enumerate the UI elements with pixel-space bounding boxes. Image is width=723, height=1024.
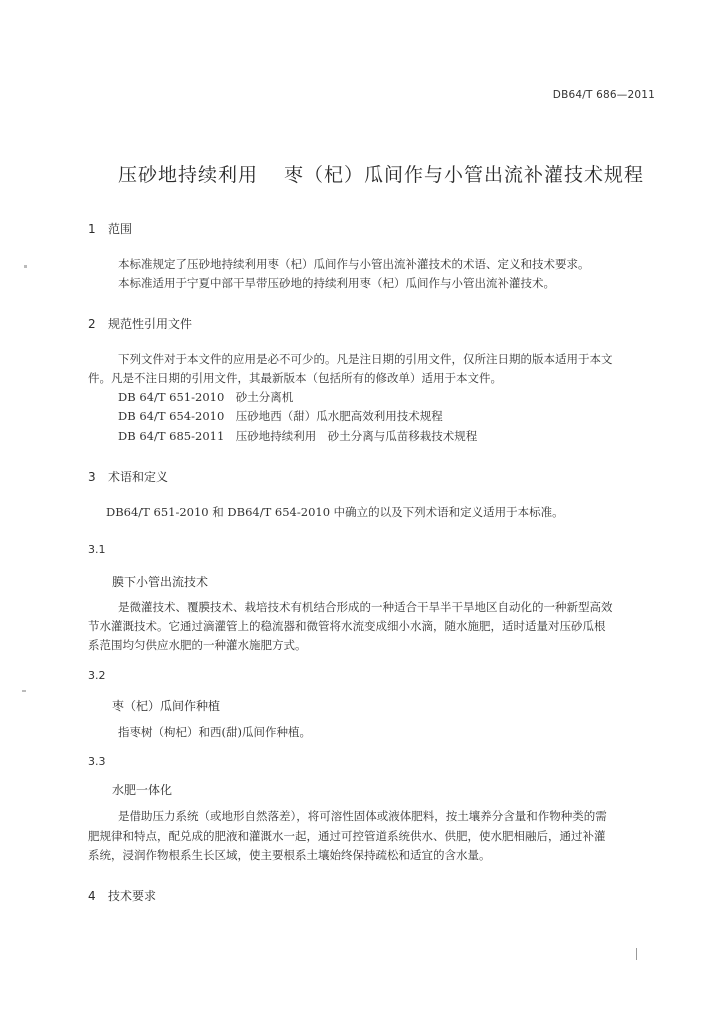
term-title: 膜下小管出流技术	[112, 575, 209, 589]
reference-item: DB 64/T 651-2010 砂土分离机	[118, 390, 294, 404]
scan-speck	[24, 265, 27, 268]
title-part-2: 枣（杞）瓜间作与小管出流补灌技术规程	[284, 164, 645, 186]
term-definition-line: 是借助压力系统（或地形自然落差），将可溶性固体或液体肥料，按土壤养分含量和作物种类的需	[118, 809, 607, 823]
term-definition-line: 是微灌技术、覆膜技术、栽培技术有机结合形成的一种适合干旱半干旱地区自动化的一种新型高效	[118, 600, 613, 614]
title-part-1: 压砂地持续利用	[118, 164, 259, 186]
term-number: 3.2	[88, 669, 106, 682]
term-definition-line: 系统，浸润作物根系生长区域，使主要根系土壤始终保持疏松和适宜的含水量。	[88, 848, 491, 862]
page-title	[118, 160, 644, 187]
term-definition-line: 指枣树（枸杞）和西(甜)瓜间作种植。	[118, 725, 311, 739]
reference-item: DB 64/T 654-2010 压砂地西（甜）瓜水肥高效利用技术规程	[118, 409, 443, 423]
document-id: DB64/T 686—2011	[552, 89, 655, 101]
term-title: 水肥一体化	[112, 783, 173, 797]
term-definition-line: 系范围均匀供应水肥的一种灌水施肥方式。	[88, 638, 307, 652]
section-4-heading: 4 技术要求	[88, 889, 157, 903]
section-3-heading: 3 术语和定义	[88, 470, 169, 484]
section-3-intro: DB64/T 651-2010 和 DB64/T 654-2010 中确立的以及下列术语和定义适用于本标准。	[106, 505, 564, 519]
section-1-line-2: 本标准适用于宁夏中部干旱带压砂地的持续利用枣（杞）瓜间作与小管出流补灌技术。	[118, 276, 555, 290]
section-1-heading: 1 范围	[88, 222, 133, 236]
term-title: 枣（杞）瓜间作种植	[112, 699, 221, 713]
section-2-para-line-1: 下列文件对于本文件的应用是必不可少的。凡是注日期的引用文件，仅所注日期的版本适用于本文	[118, 352, 613, 366]
scan-speck	[22, 690, 26, 692]
scan-line	[636, 948, 637, 960]
section-2-heading: 2 规范性引用文件	[88, 317, 193, 331]
term-definition-line: 肥规律和特点，配兑成的肥液和灌溉水一起，通过可控管道系统供水、供肥，使水肥相融后，通过补灌	[88, 829, 606, 843]
reference-item: DB 64/T 685-2011 压砂地持续利用 砂土分离与瓜苗移栽技术规程	[118, 429, 478, 443]
term-number: 3.1	[88, 543, 106, 556]
term-definition-line: 节水灌溉技术。它通过滴灌管上的稳流器和微管将水流变成细小水滴，随水施肥，适时适量对压砂瓜根	[88, 619, 606, 633]
term-number: 3.3	[88, 755, 106, 768]
section-1-line-1: 本标准规定了压砂地持续利用枣（杞）瓜间作与小管出流补灌技术的术语、定义和技术要求。	[118, 257, 590, 271]
section-2-para-line-2: 件。凡是不注日期的引用文件，其最新版本（包括所有的修改单）适用于本文件。	[88, 371, 502, 385]
